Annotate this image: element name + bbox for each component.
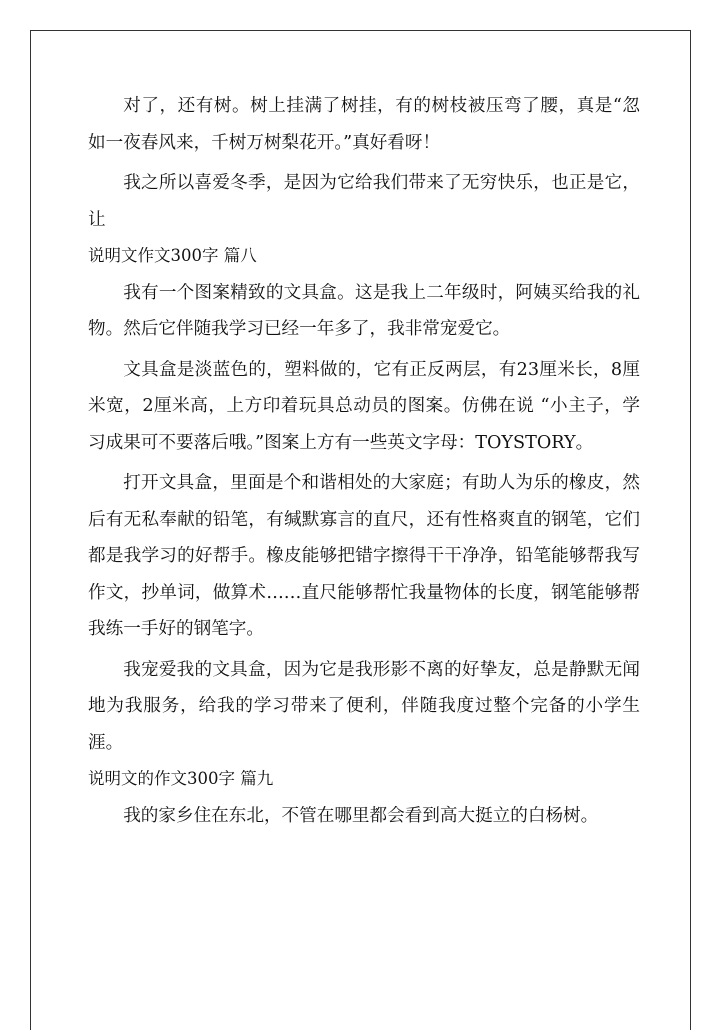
paragraph-winter: 我之所以喜爱冬季，是因为它给我们带来了无穷快乐，也正是它，让 (88, 173, 640, 230)
paragraph-trees: 对了，还有树。树上挂满了树挂，有的树枝被压弯了腰，真是“忽如一夜春风来，千树万树梨花开。”真好看呀！ (88, 96, 640, 153)
document-body (88, 88, 640, 834)
section-heading-nine: 说明文的作文300字 篇九 (88, 769, 274, 788)
paragraph-hometown: 我的家乡住在东北，不管在哪里都会看到高大挺立的白杨树。 (123, 805, 599, 826)
paragraph-pencil-case-intro: 我有一个图案精致的文具盒。这是我上二年级时，阿姨买给我的礼物。然后它伴随我学习已经一年多了，我非常宠爱它。 (88, 282, 640, 339)
paragraph-pencil-case-description: 文具盒是淡蓝色的，塑料做的，它有正反两层，有23厘米长，8厘米宽，2厘米高，上方印着玩具总动员的图案。仿佛在说 “小主子，学习成果可不要落后哦。”图案上方有一些英文字母：TOYSTORY。 (88, 359, 640, 453)
paragraph-pencil-case-contents: 打开文具盒，里面是个和谐相处的大家庭；有助人为乐的橡皮，然后有无私奉献的铅笔，有缄默寡言的直尺，还有性格爽直的钢笔，它们都是我学习的好帮手。橡皮能够把错字擦得干干净净，铅笔能够帮我写作文，抄单词，做算术……直尺能够帮忙我量物体的长度，钢笔能够帮我练一手好的钢笔字。 (88, 473, 640, 639)
section-heading-eight: 说明文作文300字 篇八 (88, 246, 257, 265)
paragraph-pencil-case-love: 我宠爱我的文具盒，因为它是我形影不离的好挚友，总是静默无闻地为我服务，给我的学习带来了便利，伴随我度过整个完备的小学生涯。 (88, 659, 640, 753)
